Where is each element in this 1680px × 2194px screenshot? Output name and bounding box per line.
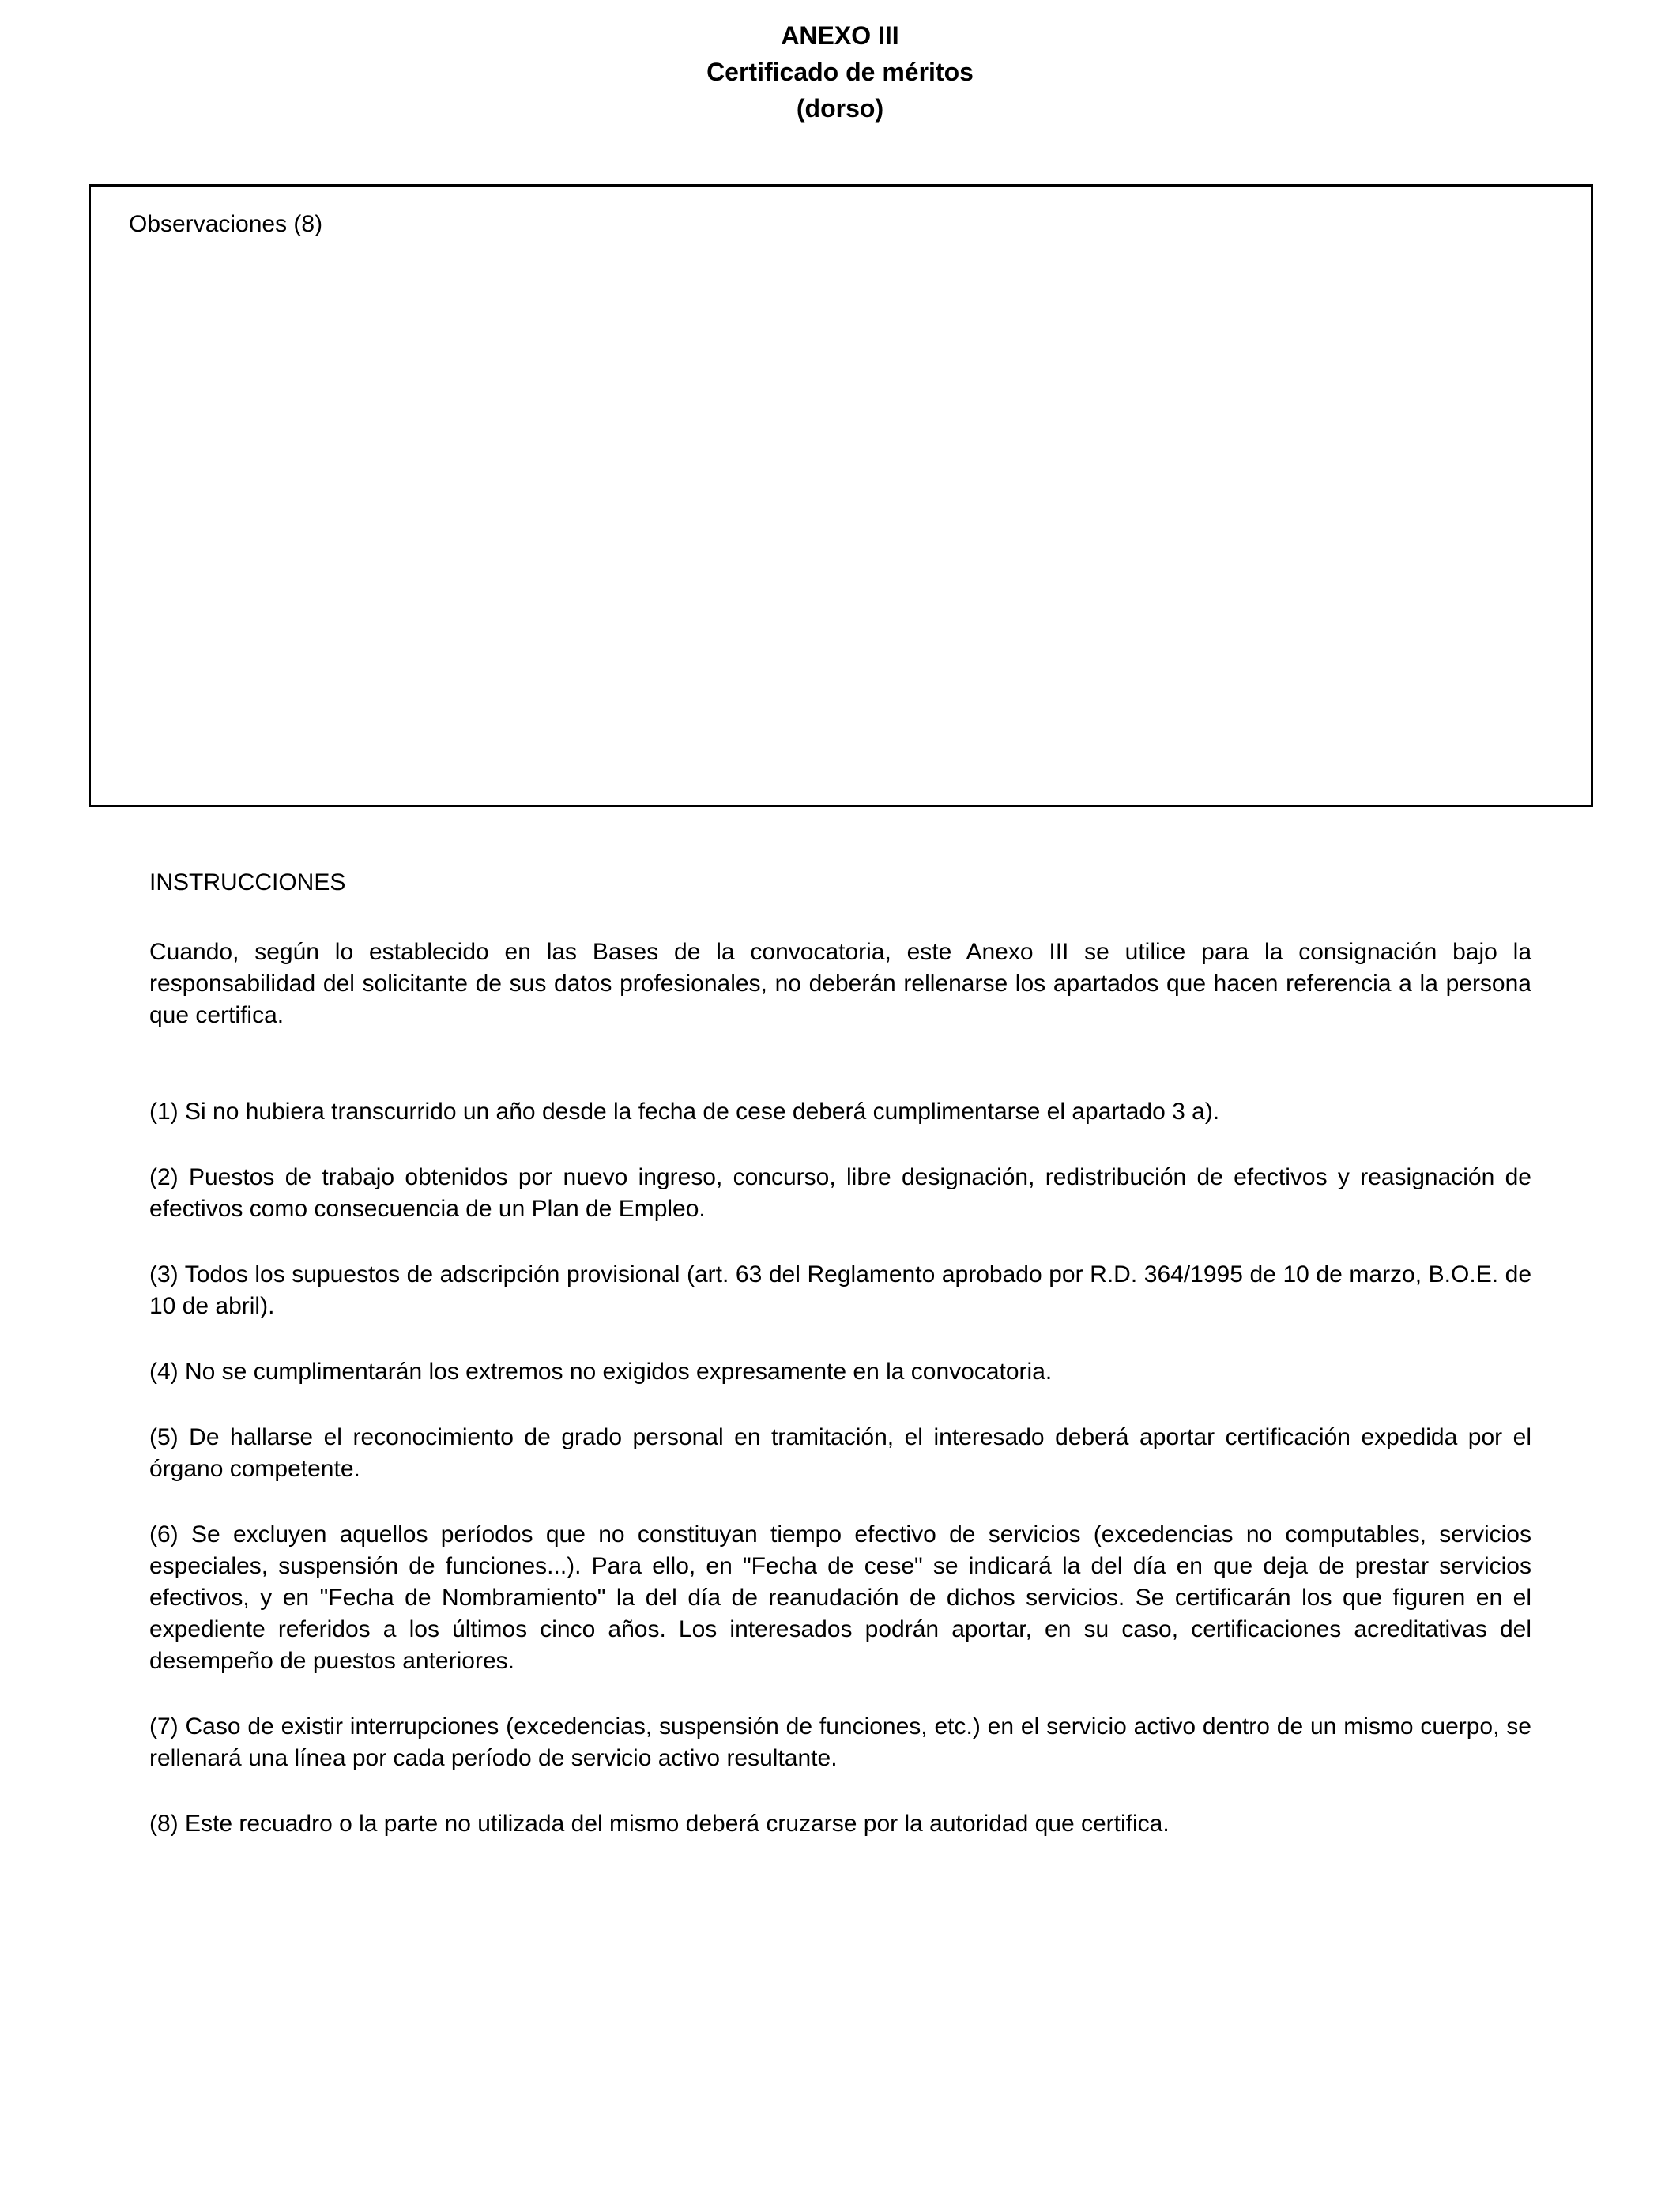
instructions-section	[149, 867, 1531, 1874]
instruction-item-5: (5) De hallarse el reconocimiento de grado personal en tramitación, el interesado deberá aportar certificación expedida por el órgano competente.	[149, 1424, 1531, 1482]
document-title	[0, 17, 1680, 126]
instruction-item-4: (4) No se cumplimentarán los extremos no exigidos expresamente en la convocatoria.	[149, 1359, 1053, 1385]
instructions-heading: INSTRUCCIONES	[149, 869, 346, 895]
instruction-item-8: (8) Este recuadro o la parte no utilizada del mismo deberá cruzarse por la autoridad que certifica.	[149, 1811, 1170, 1837]
title-line-annex: ANEXO III	[781, 21, 899, 50]
instruction-item-1: (1) Si no hubiera transcurrido un año desde la fecha de cese deberá cumplimentarse el apartado 3 a).	[149, 1099, 1220, 1125]
title-line-dorso: (dorso)	[796, 94, 884, 123]
instruction-item-3: (3) Todos los supuestos de adscripción provisional (art. 63 del Reglamento aprobado por R.D. 364/1995 de 10 de marzo, B.O.E. de 10 de abril).	[149, 1261, 1531, 1319]
observations-label: Observaciones (8)	[129, 211, 323, 237]
instructions-intro-paragraph: Cuando, según lo establecido en las Bases de la convocatoria, este Anexo III se utilice para la consignación bajo la responsabilidad del solicitante de sus datos profesionales, no deberán rellenarse los apartados que hacen referencia a la persona que certifica.	[149, 939, 1531, 1028]
observations-box	[89, 184, 1593, 807]
instruction-item-6: (6) Se excluyen aquellos períodos que no constituyan tiempo efectivo de servicios (excedencias no computables, servicios especiales, suspensión de funciones...). Para ello, en "Fecha de cese" se indicará la del día en que deja de prestar servicios efectivos, y en "Fecha de Nombramiento" la del día de reanudación de dichos servicios. Se certificarán los que figuren en el expediente referidos a los últimos cinco años. Los interesados podrán aportar, en su caso, certificaciones acreditativas del desempeño de puestos anteriores.	[149, 1521, 1531, 1674]
instruction-item-2: (2) Puestos de trabajo obtenidos por nuevo ingreso, concurso, libre designación, redistribución de efectivos y reasignación de efectivos como consecuencia de un Plan de Empleo.	[149, 1164, 1531, 1222]
title-line-certificate: Certificado de méritos	[706, 58, 974, 86]
instruction-item-7: (7) Caso de existir interrupciones (excedencias, suspensión de funciones, etc.) en el servicio activo dentro de un mismo cuerpo, se rellenará una línea por cada período de servicio activo resultante.	[149, 1713, 1531, 1771]
